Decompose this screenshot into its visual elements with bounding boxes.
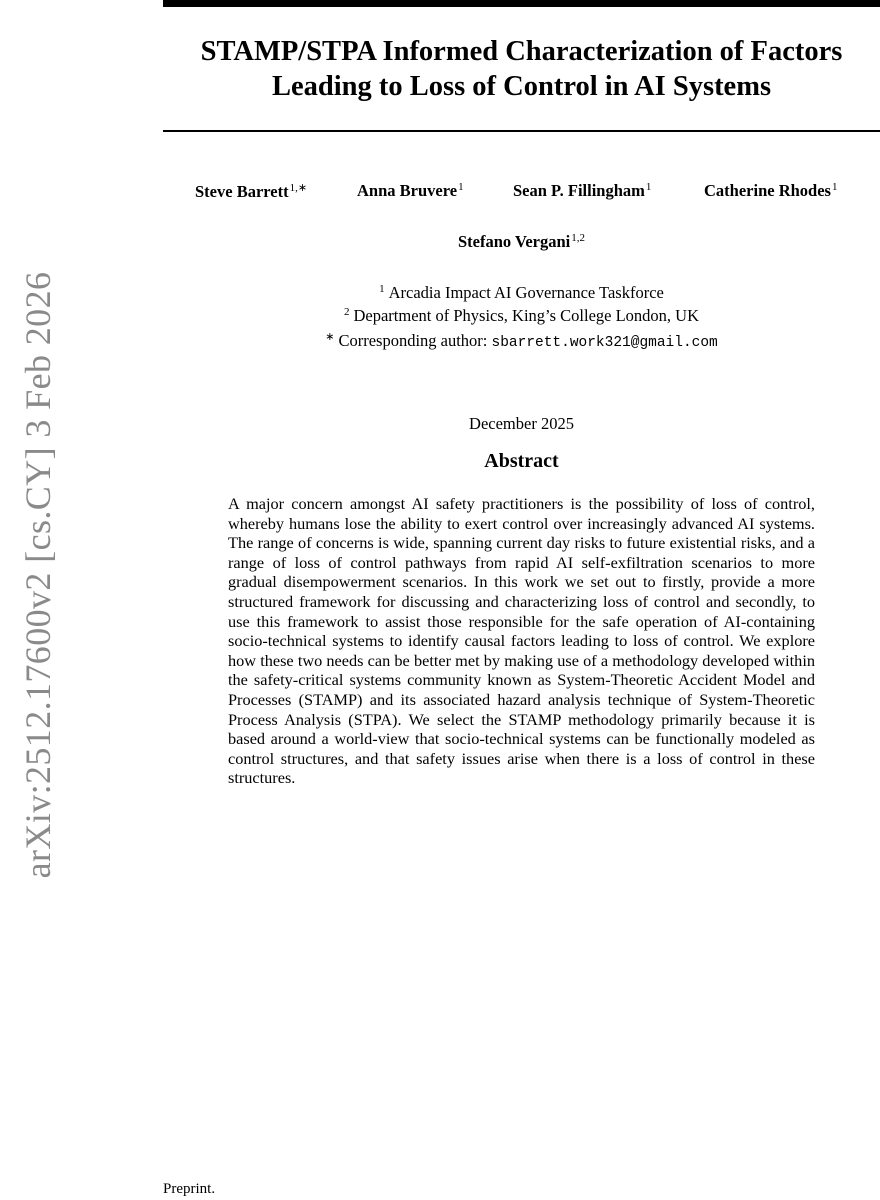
affiliation-mark: 1: [379, 283, 385, 295]
author-affil-mark: 1: [645, 181, 652, 193]
author-name: Sean P. Fillingham: [513, 181, 645, 200]
author-name: Anna Bruvere: [357, 181, 458, 200]
author-stefano-vergani: [163, 232, 880, 252]
corresponding-author: [163, 330, 880, 351]
author-catherine-rhodes: [704, 181, 837, 201]
author-anna-bruvere: [357, 181, 464, 201]
affiliation-mark: ∗: [325, 331, 335, 343]
paper-date: December 2025: [469, 414, 574, 433]
author-name: Catherine Rhodes: [704, 181, 831, 200]
authors-row: [163, 181, 880, 205]
author-name: Stefano Vergani: [457, 232, 571, 251]
author-sean-fillingham: [513, 181, 651, 201]
author-steve-barrett: [195, 181, 307, 202]
author-affil-mark: 1: [831, 181, 838, 193]
title-rule: [163, 130, 880, 132]
arxiv-side-stamp: arXiv:2512.17600v2 [cs.CY] 3 Feb 2026: [18, 271, 58, 879]
affiliation-text: Corresponding author:: [338, 331, 488, 350]
affiliation-text: Department of Physics, King’s College London, UK: [353, 306, 700, 325]
paper-title: [163, 34, 880, 104]
title-line-1: STAMP/STPA Informed Characterization of Factors: [200, 36, 843, 67]
author-affil-mark: 1,∗: [289, 182, 308, 194]
abstract-text: A major concern amongst AI safety practitioners is the possibility of loss of control, whereby humans lose the ability to exert control over increasingly advanced AI systems. The range of concerns is wide, spanning current day risks to future existential risks, and a range of loss of control pathways from rapid AI self-exfiltration scenarios to more gradual disempowerment scenarios. In this work we set out to firstly, provide a more structured framework for discussing and characterizing loss of control and secondly, to use this framework to assist those responsible for the safe operation of AI-containing socio-technical systems to identify causal factors leading to loss of control. We explore how these two needs can be better met by making use of a methodology developed within the safety-critical systems community known as System-Theoretic Accident Model and Processes (STAMP) and its associated hazard analysis technique of System-Theoretic Process Analysis (STPA). We select the STAMP methodology primarily because it is based around a world-view that socio-technical systems can be functionally modeled as control structures, and that safety issues arise when there is a loss of control in these structures.: [228, 494, 815, 788]
title-line-2: Leading to Loss of Control in AI Systems: [271, 71, 772, 102]
affiliation-mark: 2: [343, 306, 350, 318]
abstract-heading: Abstract: [484, 450, 559, 472]
top-rule: [163, 0, 880, 7]
affiliation-1: [163, 283, 880, 303]
author-affil-mark: 1: [458, 181, 464, 193]
author-affil-mark: 1,2: [571, 232, 586, 244]
affiliation-text: Arcadia Impact AI Governance Taskforce: [388, 283, 664, 302]
affiliation-2: [163, 306, 880, 326]
email-link[interactable]: sbarrett.work321@gmail.com: [491, 335, 718, 351]
footer-preprint: Preprint.: [163, 1181, 216, 1197]
author-name: Steve Barrett: [195, 182, 289, 201]
